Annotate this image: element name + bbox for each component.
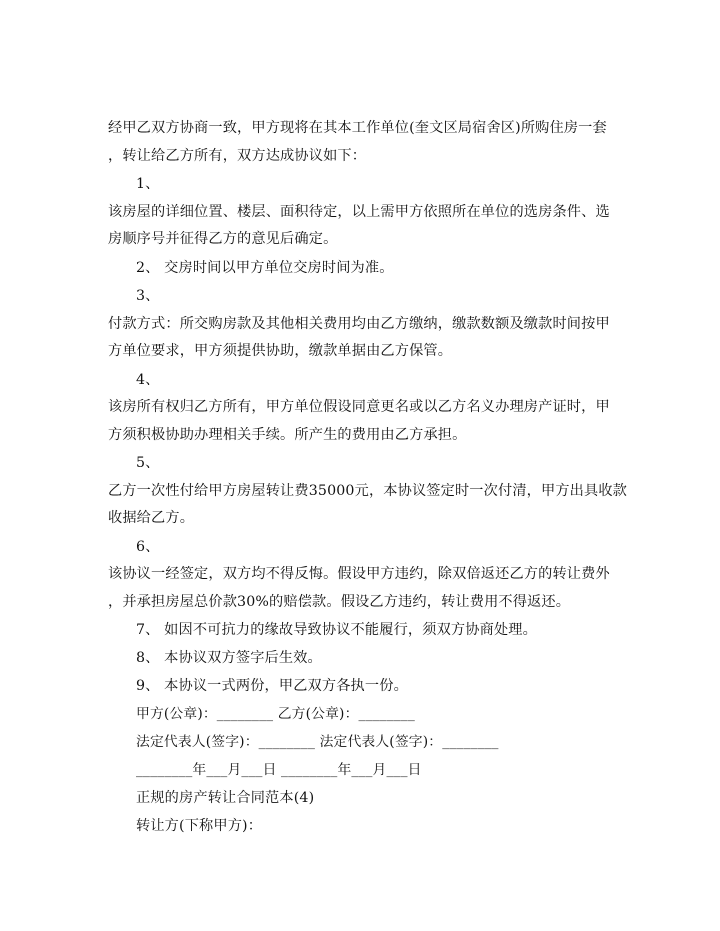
clause-6-line-1: 该协议一经签定，双方均不得反悔。假设甲方违约，除双倍返还乙方的转让费外	[108, 566, 610, 582]
next-section-title: 正规的房产转让合同范本(4)	[136, 790, 315, 806]
clause-number-4: 4、	[136, 372, 160, 388]
clause-6-line-2: ，并承担房屋总价款30%的赔偿款。假设乙方违约，转让费用不得返还。	[108, 594, 571, 610]
clause-4-line-2: 方须积极协助办理相关手续。所产生的费用由乙方承担。	[108, 427, 467, 443]
clause-7: 7、 如因不可抗力的缘故导致协议不能履行，须双方协商处理。	[136, 622, 537, 638]
clause-5-line-1: 乙方一次性付给甲方房屋转让费35000元，本协议签定时一次付清，甲方出具收款	[108, 483, 628, 499]
paragraph-intro-line-1: 经甲乙双方协商一致，甲方现将在其本工作单位(奎文区局宿舍区)所购住房一套	[108, 120, 607, 136]
clause-2: 2、 交房时间以甲方单位交房时间为准。	[136, 260, 394, 276]
clause-1-line-1: 该房屋的详细位置、楼层、面积待定，以上需甲方依照所在单位的选房条件、选	[108, 204, 610, 220]
signature-dates-line: ________年___月___日 ________年___月___日	[136, 762, 422, 778]
clause-number-6: 6、	[136, 539, 160, 555]
signature-representatives-line: 法定代表人(签字)：________ 法定代表人(签字)：________	[136, 734, 499, 750]
signature-seals-line: 甲方(公章)：________ 乙方(公章)：________	[136, 706, 415, 722]
clause-4-line-1: 该房所有权归乙方所有，甲方单位假设同意更名或以乙方名义办理房产证时，甲	[108, 399, 610, 415]
clause-8: 8、 本协议双方签字后生效。	[136, 650, 322, 666]
clause-3-line-1: 付款方式：所交购房款及其他相关费用均由乙方缴纳，缴款数额及缴款时间按甲	[108, 316, 610, 332]
clause-number-3: 3、	[136, 288, 160, 304]
clause-number-5: 5、	[136, 455, 160, 471]
clause-9: 9、 本协议一式两份，甲乙双方各执一份。	[136, 678, 408, 694]
paragraph-intro-line-2: ，转让给乙方所有，双方达成协议如下：	[108, 148, 367, 164]
clause-3-line-2: 方单位要求，甲方须提供协助，缴款单据由乙方保管。	[108, 343, 453, 359]
clause-5-line-2: 收据给乙方。	[108, 510, 195, 526]
clause-1-line-2: 房顺序号并征得乙方的意见后确定。	[108, 231, 338, 247]
transferor-label: 转让方(下称甲方)：	[136, 818, 263, 834]
clause-number-1: 1、	[136, 176, 160, 192]
